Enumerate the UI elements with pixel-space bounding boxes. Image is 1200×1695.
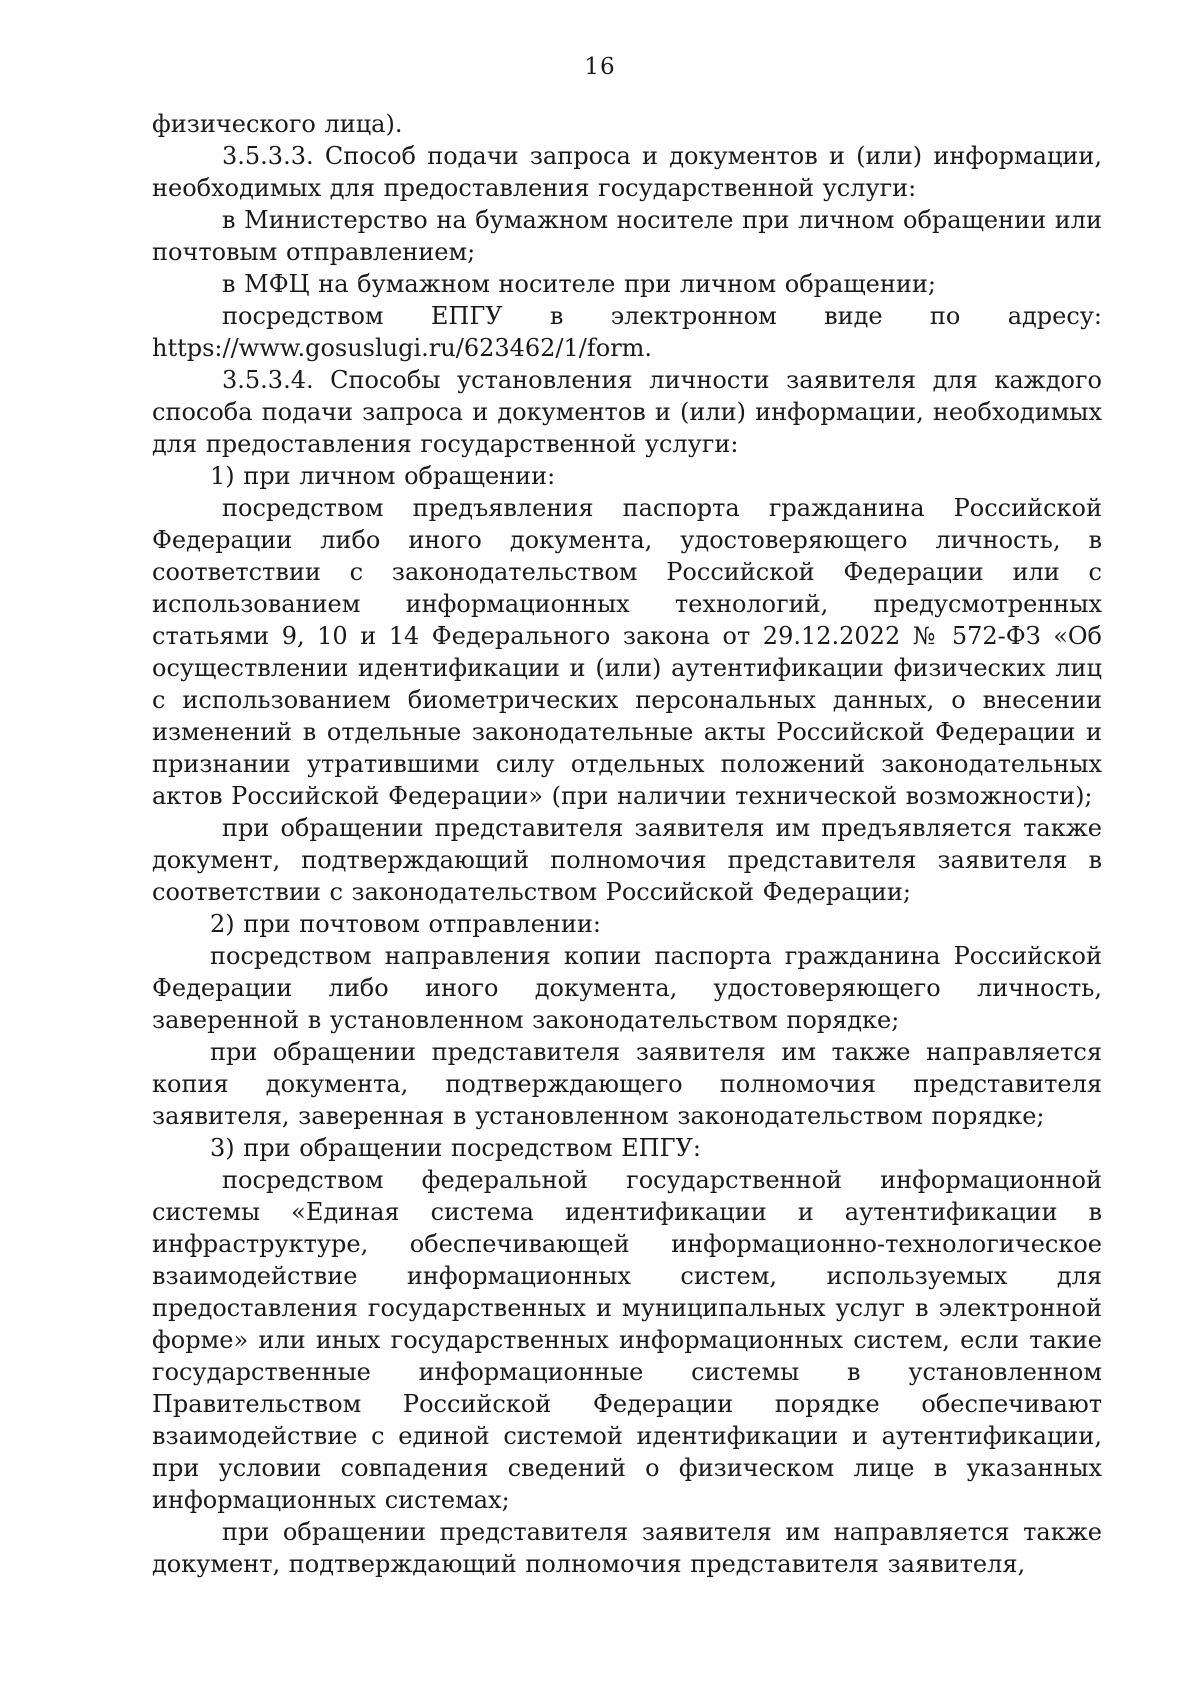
paragraph-ministry-submission: в Министерство на бумажном носителе при личном обращении или почтовым отправлением; <box>152 206 1102 266</box>
paragraph-epgu-representative: при обращении представителя заявителя им направляется также документ, подтверждающий полномочия представителя заявителя, <box>152 1518 1102 1578</box>
paragraph-personal-passport: посредством предъявления паспорта гражданина Российской Федерации либо иного документа, удостоверяющего личность, в соответствии с законодательством Российской Федерации или с использованием информационных технологий, предусмотренных статьями 9, 10 и 14 Федерального закона от 29.12.2022 № 572-ФЗ «Об осуществлении идентификации и (или) аутентификации физических лиц с использованием биометрических персональных данных, о внесении изменений в отдельные законодательные акты Российской Федерации и признании утратившими силу отдельных положений законодательных актов Российской Федерации» (при наличии технической возможности); <box>152 494 1102 810</box>
document-body <box>152 108 1102 1580</box>
paragraph-item-2-heading: 2) при почтовом отправлении: <box>210 910 601 938</box>
paragraph-postal-representative: при обращении представителя заявителя им также направляется копия документа, подтверждающего полномочия представителя заявителя, заверенная в установленном законодательством порядке; <box>152 1038 1102 1130</box>
page-number: 16 <box>584 54 616 80</box>
paragraph-continuation: физического лица). <box>152 110 403 138</box>
paragraph-item-3-heading: 3) при обращении посредством ЕПГУ: <box>210 1134 701 1162</box>
paragraph-mfc-submission: в МФЦ на бумажном носителе при личном обращении; <box>222 270 936 298</box>
paragraph-3-5-3-3: 3.5.3.3. Способ подачи запроса и документов и (или) информации, необходимых для предоставления государственной услуги: <box>152 142 1102 202</box>
paragraph-epgu-submission: посредством ЕПГУ в электронном виде по адресу: https://www.gosuslugi.ru/623462/1/form. <box>152 302 1102 362</box>
paragraph-item-1-heading: 1) при личном обращении: <box>210 462 556 490</box>
paragraph-personal-representative: при обращении представителя заявителя им предъявляется также документ, подтверждающий полномочия представителя заявителя в соответствии с законодательством Российской Федерации; <box>152 814 1102 906</box>
paragraph-epgu-esia: посредством федеральной государственной информационной системы «Единая система идентификации и аутентификации в инфраструктуре, обеспечивающей информационно-технологическое взаимодействие информационных систем, используемых для предоставления государственных и муниципальных услуг в электронной форме» или иных государственных информационных систем, если такие государственные информационные системы в установленном Правительством Российской Федерации порядке обеспечивают взаимодействие с единой системой идентификации и аутентификации, при условии совпадения сведений о физическом лице в указанных информационных системах; <box>152 1166 1102 1514</box>
paragraph-postal-passport-copy: посредством направления копии паспорта гражданина Российской Федерации либо иного документа, удостоверяющего личность, заверенной в установленном законодательством порядке; <box>152 942 1102 1034</box>
paragraph-3-5-3-4: 3.5.3.4. Способы установления личности заявителя для каждого способа подачи запроса и документов и (или) информации, необходимых для предоставления государственной услуги: <box>152 366 1102 458</box>
